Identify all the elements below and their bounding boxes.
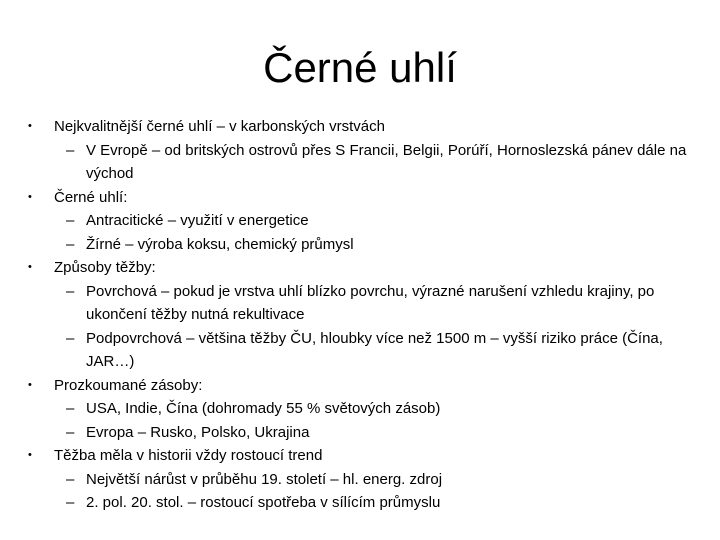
sub-bullet-item bbox=[28, 209, 700, 233]
bullet-marker: • bbox=[28, 261, 32, 273]
sub-bullet-marker: – bbox=[66, 329, 75, 347]
bullet-marker: • bbox=[28, 120, 32, 132]
sub-bullet-item bbox=[28, 397, 700, 421]
sub-bullet-item bbox=[28, 233, 700, 257]
sub-bullet-marker: – bbox=[66, 423, 75, 441]
sub-bullet-marker: – bbox=[66, 470, 75, 488]
sub-bullet-marker: – bbox=[66, 282, 75, 300]
bullet-text: Černé uhlí: bbox=[54, 188, 128, 206]
sub-bullet-text: V Evropě – od britských ostrovů přes S Francii, Belgii, Porúří, Hornoslezská pánev dále na východ bbox=[86, 141, 687, 182]
sub-bullet-marker: – bbox=[66, 235, 75, 253]
sub-bullet-item bbox=[28, 280, 700, 327]
bullet-item bbox=[28, 374, 700, 398]
sub-bullet-item bbox=[28, 327, 700, 374]
sub-bullet-marker: – bbox=[66, 141, 75, 159]
sub-bullet-marker: – bbox=[66, 400, 75, 417]
sub-bullet-item bbox=[28, 421, 700, 445]
bullet-list bbox=[28, 115, 700, 515]
sub-bullet-item bbox=[28, 139, 700, 186]
bullet-marker: • bbox=[28, 449, 32, 461]
slide-title: Černé uhlí bbox=[263, 44, 457, 91]
sub-bullet-marker: – bbox=[66, 494, 75, 511]
sub-bullet-text: USA, Indie, Čína (dohromady 55 % světových zásob) bbox=[86, 400, 441, 417]
sub-bullet-item bbox=[28, 468, 700, 492]
bullet-text: Prozkoumané zásoby: bbox=[54, 376, 203, 394]
sub-bullet-item bbox=[28, 491, 700, 515]
bullet-item bbox=[28, 444, 700, 468]
sub-bullet-text: Antracitické – využití v energetice bbox=[86, 212, 309, 229]
sub-bullet-text: 2. pol. 20. stol. – rostoucí spotřeba v sílícím průmyslu bbox=[86, 494, 441, 511]
bullet-marker: • bbox=[28, 378, 32, 391]
bullet-text: Způsoby těžby: bbox=[54, 259, 156, 276]
sub-bullet-text: Podpovrchová – většina těžby ČU, hloubky více než 1500 m – vyšší riziko práce (Čína, JAR…) bbox=[86, 329, 663, 370]
bullet-item bbox=[28, 256, 700, 280]
bullet-marker: • bbox=[28, 190, 32, 203]
sub-bullet-marker: – bbox=[66, 212, 75, 229]
bullet-item bbox=[28, 186, 700, 210]
sub-bullet-text: Největší nárůst v průběhu 19. století – hl. energ. zdroj bbox=[86, 470, 443, 488]
slide-content bbox=[28, 115, 700, 515]
sub-bullet-text: Povrchová – pokud je vrstva uhlí blízko povrchu, výrazné narušení vzhledu krajiny, po ukončení těžby nutná rekultivace bbox=[86, 282, 655, 323]
bullet-item bbox=[28, 115, 700, 139]
bullet-text: Nejkvalitnější černé uhlí – v karbonských vrstvách bbox=[54, 118, 385, 135]
sub-bullet-text: Žírné – výroba koksu, chemický průmysl bbox=[86, 235, 354, 253]
bullet-text: Těžba měla v historii vždy rostoucí trend bbox=[54, 447, 323, 464]
sub-bullet-text: Evropa – Rusko, Polsko, Ukrajina bbox=[86, 423, 310, 441]
